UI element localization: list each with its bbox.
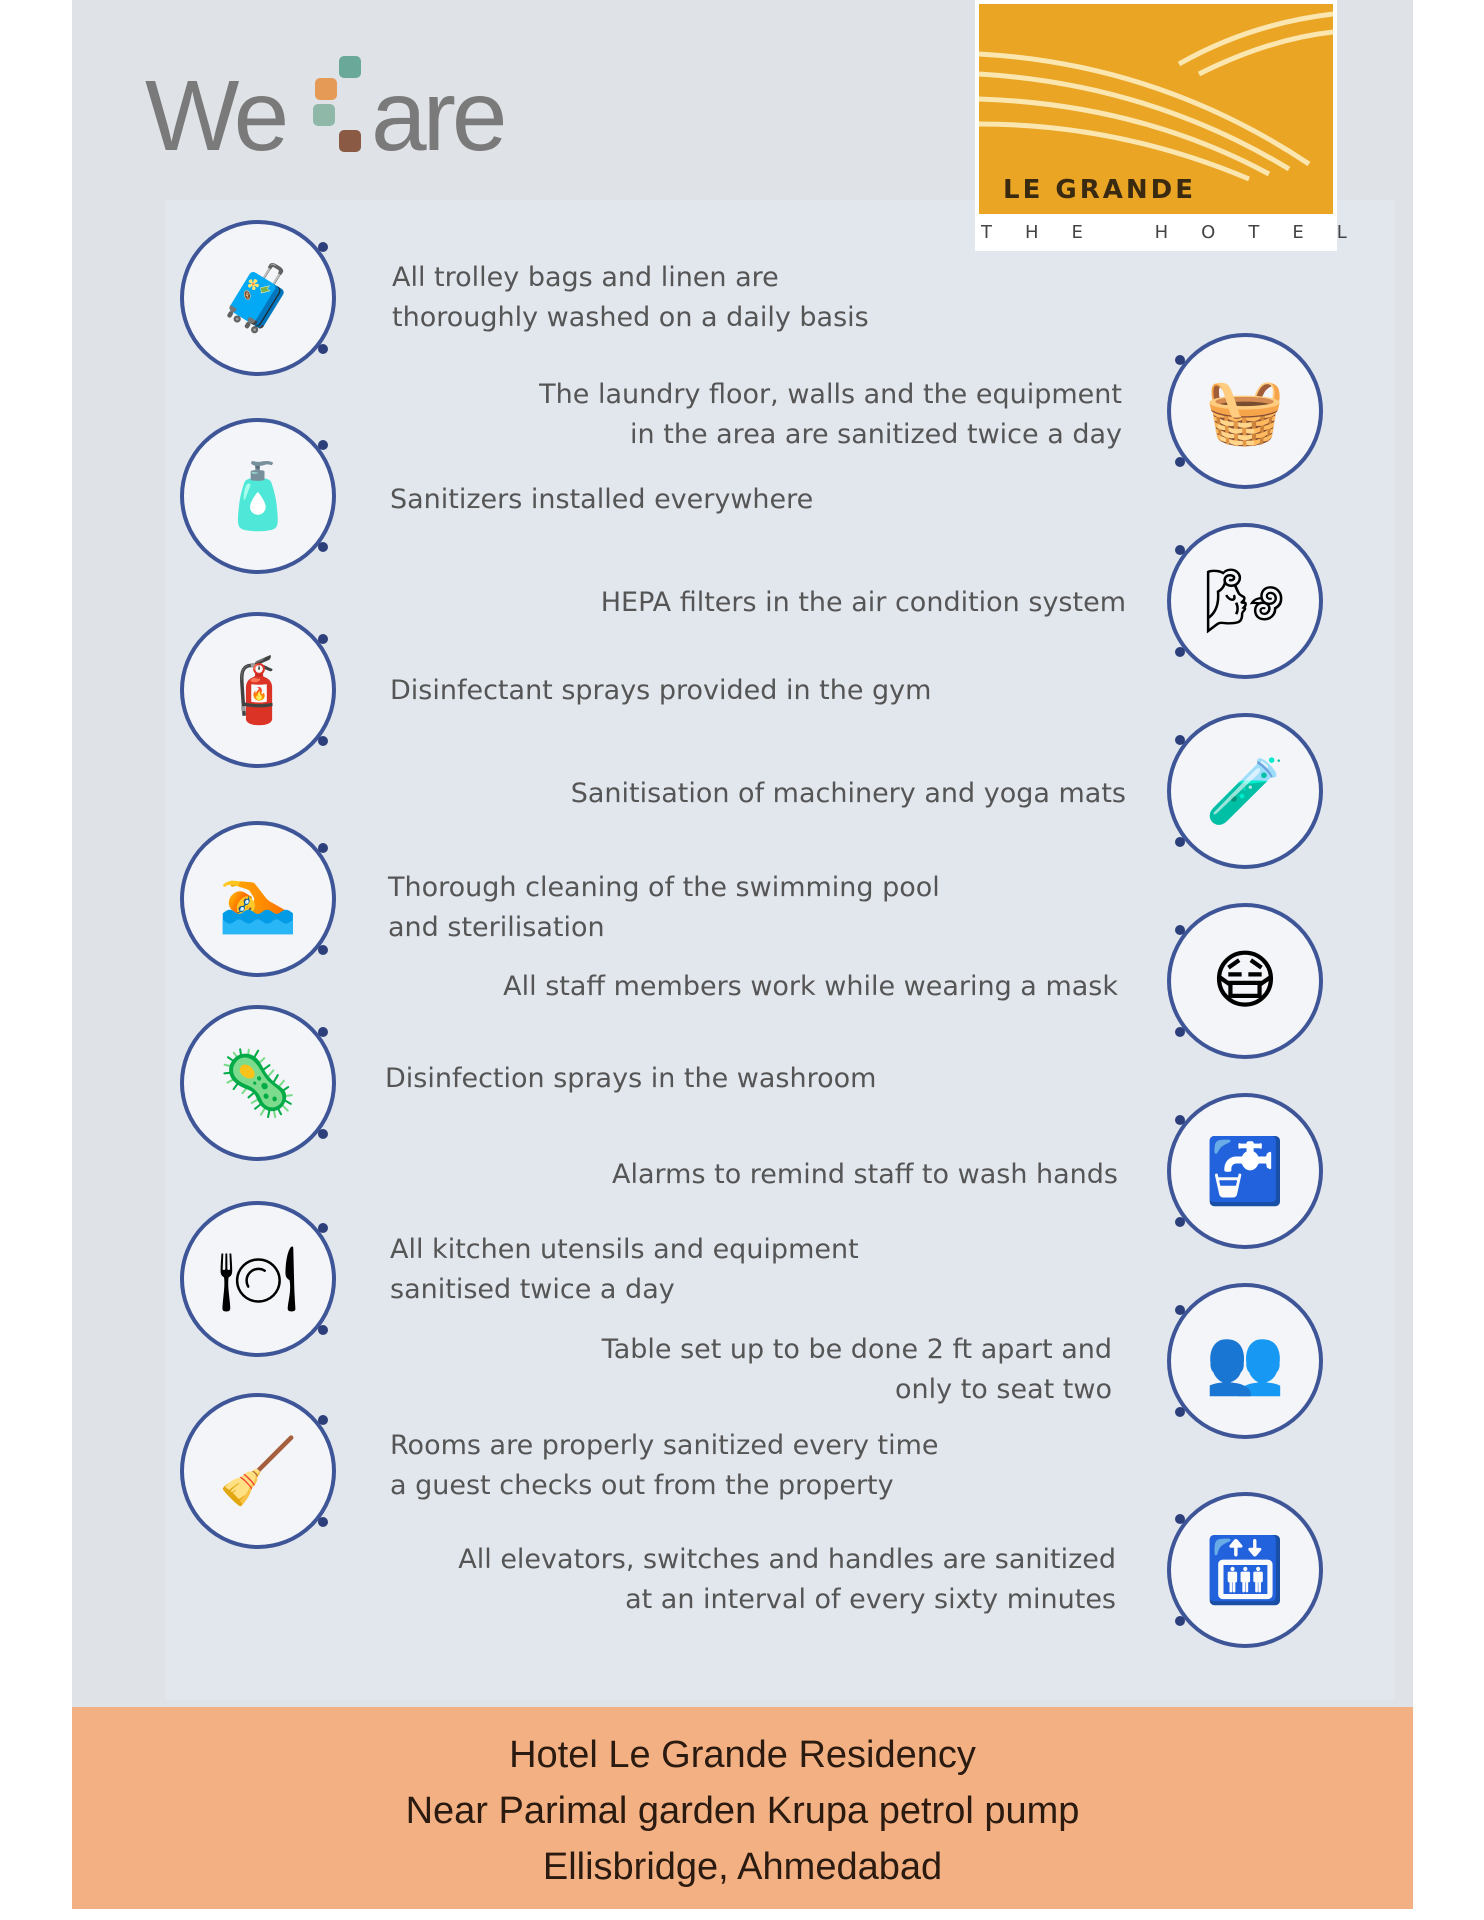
city-line: Ellisbridge, Ahmedabad	[542, 1846, 943, 1888]
item-elevators	[458, 1540, 1116, 1620]
item-line: The laundry floor, walls and the equipment	[539, 379, 1122, 410]
logo-subtitle: THE HOTEL	[981, 222, 1380, 243]
item-machinery	[571, 774, 1126, 814]
item-line: HEPA filters in the air condition system	[600, 587, 1126, 618]
air-purifier-icon: 🌬	[1167, 523, 1323, 679]
dining-table-icon: 👥	[1167, 1283, 1323, 1439]
item-line: All staff members work while wearing a mask	[503, 971, 1118, 1002]
elevator-button-sanitize-icon: 🛗	[1167, 1492, 1323, 1648]
title-care: are	[371, 60, 504, 172]
item-pool	[388, 868, 940, 948]
item-line: Sanitizers installed everywhere	[390, 484, 814, 515]
item-kitchen	[390, 1230, 859, 1310]
item-line: Alarms to remind staff to wash hands	[612, 1159, 1118, 1190]
item-line: sanitised twice a day	[390, 1274, 675, 1305]
logo-name: LE GRANDE	[1003, 175, 1196, 205]
item-gym-sprays	[390, 671, 931, 711]
item-line: Disinfection sprays in the washroom	[385, 1063, 877, 1094]
item-washroom	[385, 1059, 876, 1099]
title-we: We	[145, 60, 286, 172]
item-line: only to seat two	[895, 1374, 1112, 1405]
item-line: at an interval of every sixty minutes	[625, 1584, 1116, 1615]
item-line: All elevators, switches and handles are sanitized	[458, 1544, 1116, 1575]
item-line: and sterilisation	[388, 912, 605, 943]
item-line: Sanitisation of machinery and yoga mats	[570, 778, 1126, 809]
item-masks	[503, 967, 1118, 1007]
hand-sanitizer-icon: 🧴	[180, 418, 336, 574]
item-hepa	[601, 583, 1126, 623]
item-line: thoroughly washed on a daily basis	[392, 302, 869, 333]
address-footer	[72, 1707, 1413, 1909]
item-line: in the area are sanitized twice a day	[630, 419, 1122, 450]
item-table-setup	[602, 1330, 1112, 1410]
item-line: Rooms are properly sanitized every time	[390, 1430, 939, 1461]
item-trolley-bags	[392, 258, 869, 338]
hotel-logo	[975, 0, 1380, 251]
item-laundry	[539, 375, 1122, 455]
spray-bottle-icon: 🧪	[1167, 713, 1323, 869]
we-care-title	[145, 48, 504, 174]
hotel-name: Hotel Le Grande Residency	[509, 1734, 976, 1776]
item-sanitizers	[390, 480, 813, 520]
item-line: a guest checks out from the property	[390, 1470, 894, 1501]
item-line: Table set up to be done 2 ft apart and	[601, 1334, 1112, 1365]
hand-wash-icon: 🚰	[1167, 1093, 1323, 1249]
address-line: Near Parimal garden Krupa petrol pump	[405, 1790, 1080, 1832]
dishwashing-icon: 🍽	[180, 1201, 336, 1357]
vacuum-cleaner-icon: 🧹	[180, 1393, 336, 1549]
item-rooms	[390, 1426, 939, 1506]
item-line: Disinfectant sprays provided in the gym	[390, 675, 932, 706]
germs-icon: 🦠	[180, 1005, 336, 1161]
disinfectant-spray-icon: 🧯	[180, 612, 336, 768]
item-line: Thorough cleaning of the swimming pool	[388, 872, 940, 903]
item-line: All trolley bags and linen are	[392, 262, 779, 293]
pool-cleaning-icon: 🏊	[180, 821, 336, 977]
luggage-icon: 🧳	[180, 220, 336, 376]
item-alarms	[612, 1155, 1118, 1195]
masked-staff-icon: 😷	[1167, 903, 1323, 1059]
item-line: All kitchen utensils and equipment	[390, 1234, 859, 1265]
washing-machine-icon: 🧺	[1167, 333, 1323, 489]
puzzle-c-icon	[309, 48, 371, 158]
